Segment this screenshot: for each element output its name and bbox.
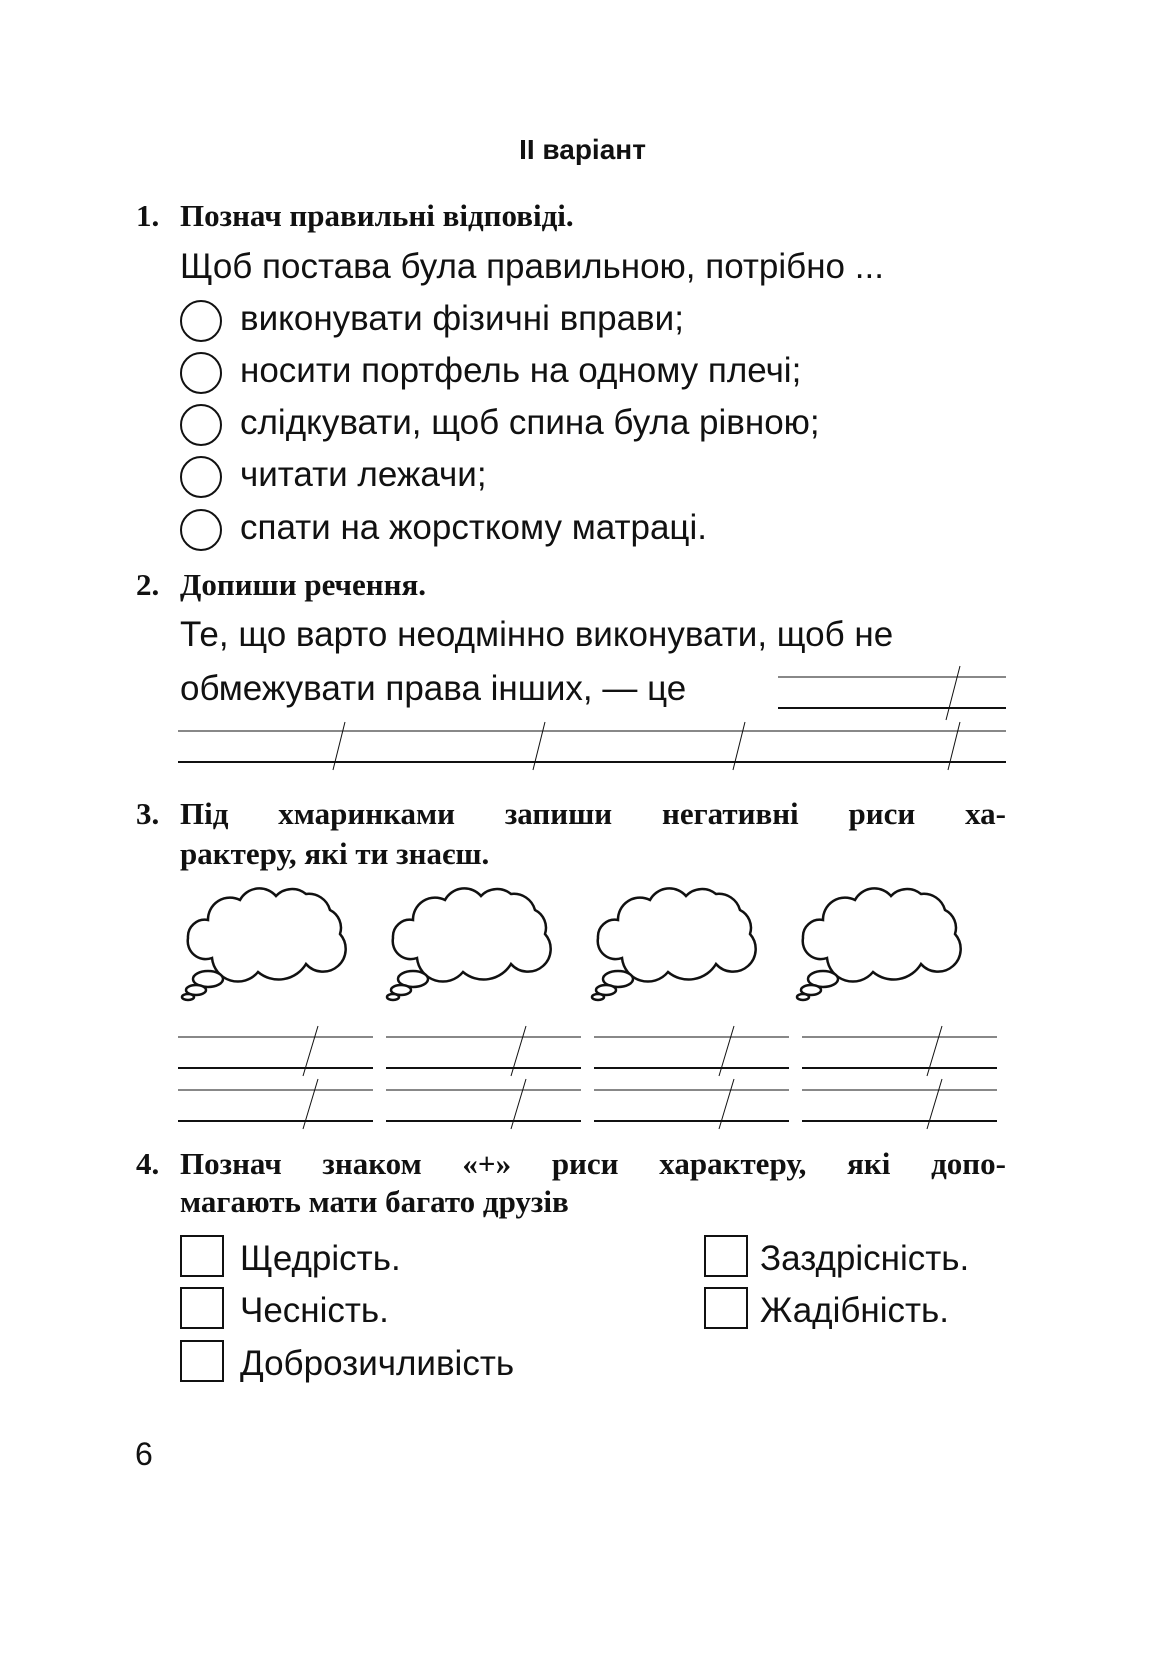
thought-cloud-icon xyxy=(178,882,378,1007)
thought-cloud-icon xyxy=(793,882,993,1007)
variant-title: II варіант xyxy=(519,134,646,165)
q1-prompt: Щоб постава була правильною, потрібно ... xyxy=(180,247,884,286)
q3-heading-line2: рактеру, які ти знаєш. xyxy=(180,836,490,871)
q2-number: 2. xyxy=(136,567,160,602)
q3-writing-lines[interactable] xyxy=(0,1020,1165,1135)
q2-heading: Допиши речення. xyxy=(180,567,427,602)
checkbox-generosity[interactable] xyxy=(180,1235,224,1277)
q1-option-1-label: виконувати фізичні вправи; xyxy=(240,299,684,338)
thought-cloud-icon xyxy=(588,882,788,1007)
q1-option-4-label: читати лежачи; xyxy=(240,455,487,494)
q4-heading-line1: Познач знаком «+» риси характеру, які допо- xyxy=(180,1146,1006,1181)
thought-cloud-icon xyxy=(383,882,583,1007)
option-honesty-label: Чесність. xyxy=(240,1291,389,1330)
checkbox-honesty[interactable] xyxy=(180,1287,224,1329)
q3-number: 3. xyxy=(136,796,160,831)
option-greed-label: Жадібність. xyxy=(760,1291,950,1330)
page-number: 6 xyxy=(135,1436,153,1472)
q3-heading-line1: Під хмаринками запиши негативні риси ха- xyxy=(180,796,1006,831)
q4-number: 4. xyxy=(136,1146,160,1181)
q1-option-2-label: носити портфель на одному плечі; xyxy=(240,351,802,390)
q2-text-line1: Те, що варто неодмінно виконувати, щоб не xyxy=(180,615,894,654)
q2-text-line2: обмежувати права інших, — це xyxy=(180,669,687,708)
q1-heading: Познач правильні відповіді. xyxy=(180,198,574,233)
option-generosity-label: Щедрість. xyxy=(240,1239,401,1278)
option-envy-label: Заздрісність. xyxy=(760,1239,970,1278)
checkbox-benevolence[interactable] xyxy=(180,1340,224,1382)
q4-heading-line2: магають мати багато друзів xyxy=(180,1184,569,1219)
q1-option-3-label: слідкувати, щоб спина була рівною; xyxy=(240,403,820,442)
q1-number: 1. xyxy=(136,198,160,233)
checkbox-greed[interactable] xyxy=(704,1287,748,1329)
q2-writing-lines[interactable] xyxy=(0,0,1165,780)
q1-option-5-label: спати на жорсткому матраці. xyxy=(240,508,707,547)
option-benevolence-label: Доброзичливість xyxy=(240,1344,515,1383)
checkbox-envy[interactable] xyxy=(704,1235,748,1277)
